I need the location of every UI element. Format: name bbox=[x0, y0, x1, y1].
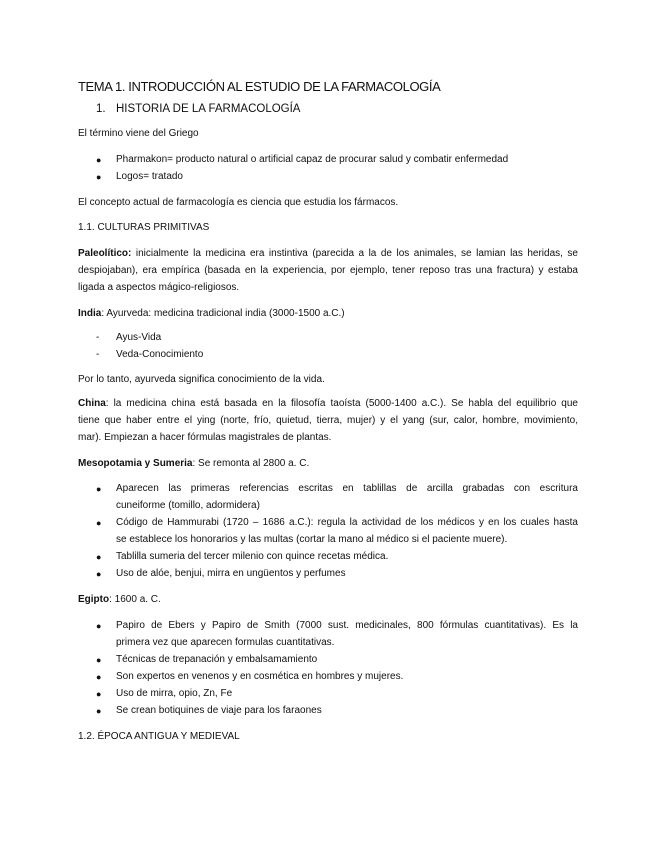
india-label: India bbox=[78, 308, 102, 319]
bullet-icon: ● bbox=[96, 621, 102, 631]
section-title: HISTORIA DE LA FARMACOLOGÍA bbox=[116, 103, 301, 115]
intro-paragraph: El término viene del Griego bbox=[78, 128, 199, 139]
paleo-line: Paleolítico: inicialmente la medicina era instintiva (parecida a la de los animales, se lamian las heridas, se bbox=[78, 248, 578, 259]
china-line: mar). Empiezan a hacer fórmulas magistrales de plantas. bbox=[78, 432, 332, 443]
list-item: Aparecen las primeras referencias escritas en tablillas de arcilla grabadas con escritura bbox=[116, 483, 578, 494]
list-item: Veda-Conocimiento bbox=[116, 349, 204, 360]
list-item: Uso de alóe, benjui, mirra en ungüentos y perfumes bbox=[116, 568, 346, 579]
bullet-icon: ● bbox=[96, 155, 102, 165]
list-item-cont: se establece los honorarios y las multas (cortar la mano al médico si el paciente muere). bbox=[116, 534, 508, 545]
china-label: China bbox=[78, 398, 106, 409]
china-line: China: la medicina china está basada en la filosofía taoísta (5000-1400 a.C.). Se habla del equilibrio que bbox=[78, 398, 578, 409]
bullet-icon: ● bbox=[96, 706, 102, 716]
meso-label: Mesopotamia y Sumeria bbox=[78, 458, 193, 469]
section-number: 1. bbox=[96, 103, 106, 115]
paleo-label: Paleolítico: bbox=[78, 248, 132, 259]
india-line: India: Ayurveda: medicina tradicional india (3000-1500 a.C.) bbox=[78, 308, 345, 319]
paleo-line: despiojaban), era empírica (basada en la experiencia, por ejemplo, tener reposo tras una fractura) y estaba bbox=[78, 265, 578, 276]
bullet-icon: ● bbox=[96, 672, 102, 682]
list-item: Son expertos en venenos y en cosmética en hombres y mujeres. bbox=[116, 671, 404, 682]
china-line: tiene que haber entre el ying (norte, frío, quietud, tierra, mujer) y el yang (sur, calor, hombre, movimiento, bbox=[78, 415, 578, 426]
list-item: Técnicas de trepanación y embalsamamiento bbox=[116, 654, 318, 665]
subsection-heading: 1.2. ÉPOCA ANTIGUA Y MEDIEVAL bbox=[78, 731, 240, 742]
bullet-icon: ● bbox=[96, 569, 102, 579]
bullet-icon: ● bbox=[96, 655, 102, 665]
list-item: Pharmakon= producto natural o artificial capaz de procurar salud y combatir enfermedad bbox=[116, 154, 509, 165]
egypt-line: Egipto: 1600 a. C. bbox=[78, 594, 161, 605]
bullet-icon: ● bbox=[96, 518, 102, 528]
bullet-icon: ● bbox=[96, 689, 102, 699]
list-item: Papiro de Ebers y Papiro de Smith (7000 sust. medicinales, 800 fórmulas cuantitativas). Es la bbox=[116, 620, 578, 631]
list-item: Uso de mirra, opio, Zn, Fe bbox=[116, 688, 233, 699]
list-item: Código de Hammurabi (1720 – 1686 a.C.): regula la actividad de los médicos y en los cuales hasta bbox=[116, 517, 578, 528]
egypt-label: Egipto bbox=[78, 594, 110, 605]
concept-paragraph: El concepto actual de farmacología es ciencia que estudia los fármacos. bbox=[78, 197, 399, 208]
dash-icon: - bbox=[96, 332, 100, 343]
bullet-icon: ● bbox=[96, 552, 102, 562]
subsection-heading: 1.1. CULTURAS PRIMITIVAS bbox=[78, 222, 210, 233]
bullet-icon: ● bbox=[96, 172, 102, 182]
bullet-icon: ● bbox=[96, 484, 102, 494]
meso-line: Mesopotamia y Sumeria: Se remonta al 2800 a. C. bbox=[78, 458, 310, 469]
list-item: Se crean botiquines de viaje para los faraones bbox=[116, 705, 322, 716]
dash-icon: - bbox=[96, 349, 100, 360]
list-item: Logos= tratado bbox=[116, 171, 183, 182]
india-summary: Por lo tanto, ayurveda significa conocimiento de la vida. bbox=[78, 374, 325, 385]
list-item: Ayus-Vida bbox=[116, 332, 162, 343]
page-title: TEMA 1. INTRODUCCIÓN AL ESTUDIO DE LA FARMACOLOGÍA bbox=[78, 79, 441, 94]
paleo-line: ligada a aspectos mágico-religiosos. bbox=[78, 282, 240, 293]
list-item-cont: cuneiforme (tomillo, adormidera) bbox=[116, 500, 260, 511]
list-item-cont: primera vez que aparecen formulas cuantitativas. bbox=[116, 637, 335, 648]
list-item: Tablilla sumeria del tercer milenio con quince recetas médica. bbox=[116, 551, 389, 562]
